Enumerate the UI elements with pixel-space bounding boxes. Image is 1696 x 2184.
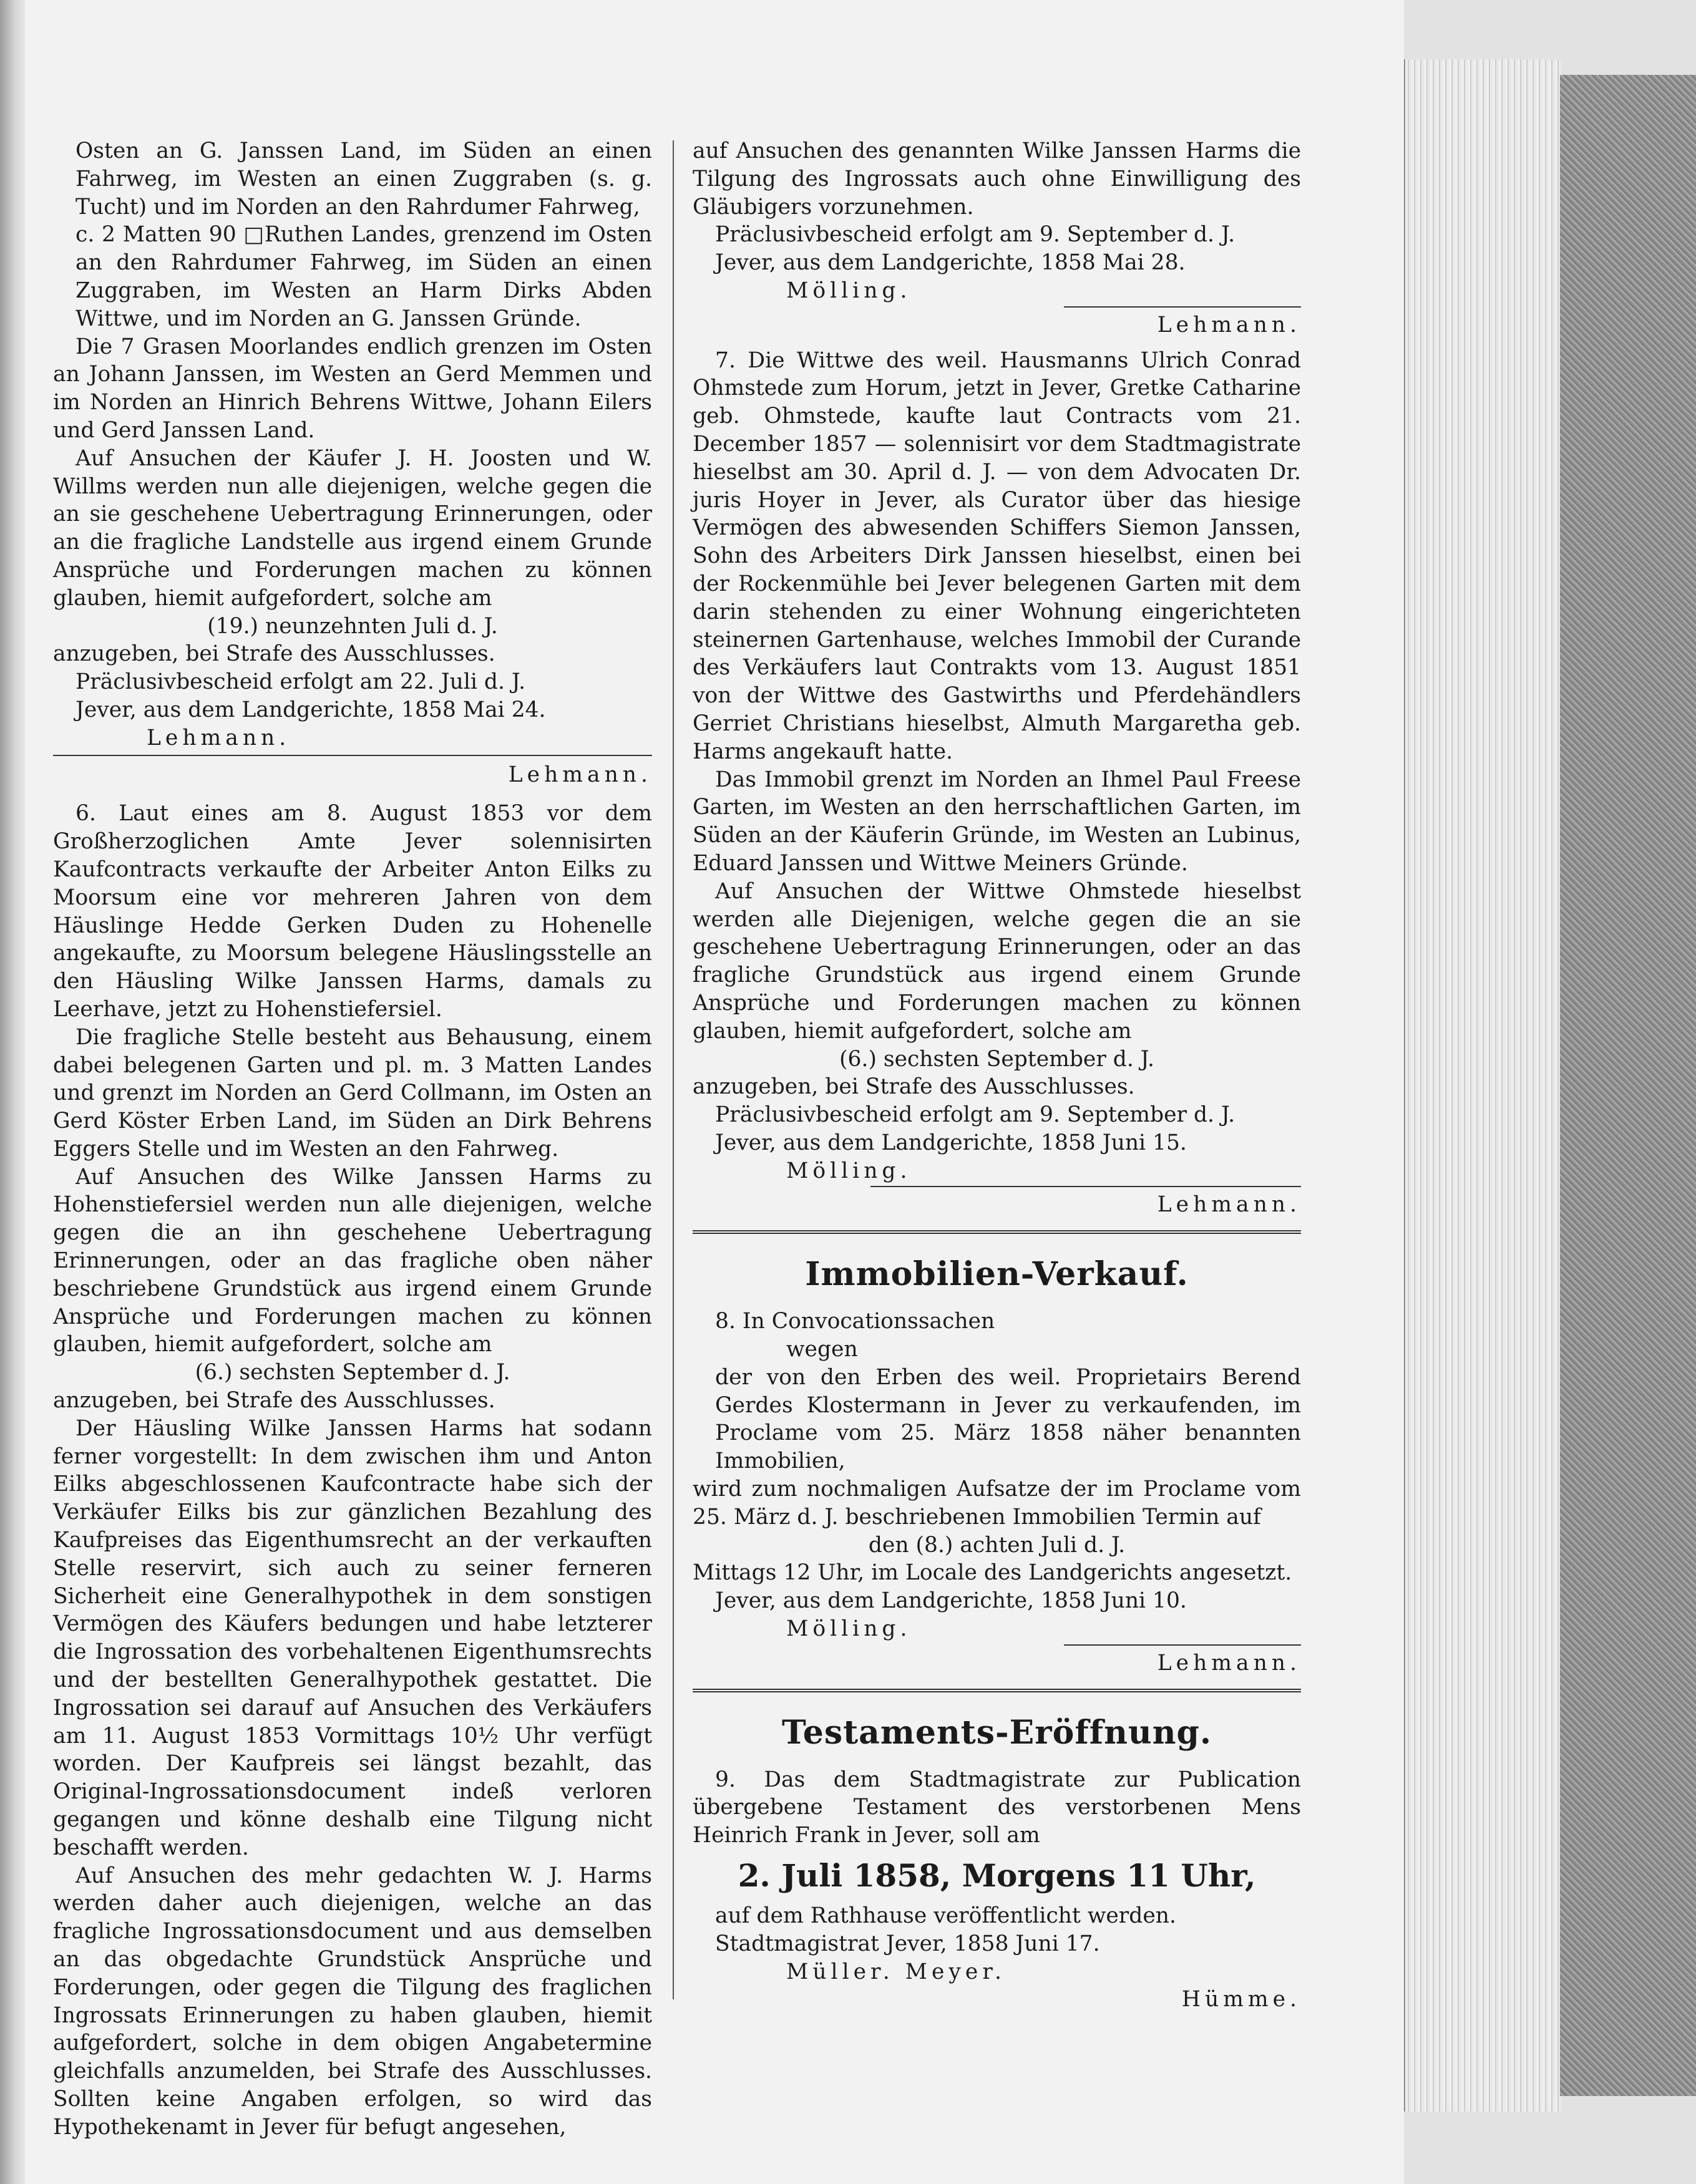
notice-paragraph: anzugeben, bei Strafe des Ausschlusses. <box>53 1388 495 1414</box>
notice-paragraph: Auf Ansuchen der Wittwe Ohmstede hieselbst werden alle Diejenigen, welche gegen die an sie geschehene Uebertragung Erinnerungen, oder an das fragliche Grundstück aus irgend einem Grunde Ansprüche und Forderungen machen zu können glauben, hiemit aufgefordert, solche am <box>693 878 1301 1044</box>
rule <box>1064 306 1301 308</box>
spacer <box>693 339 1301 347</box>
signature: Lehmann. <box>1157 1650 1301 1676</box>
deadline-line: den (8.) achten Juli d. J. <box>868 1532 1126 1558</box>
place-date-line: Jever, aus dem Landgerichte, 1858 Mai 28. <box>715 250 1186 276</box>
deadline-line: (19.) neunzehnten Juli d. J. <box>207 613 498 639</box>
signature: Müller. Meyer. <box>786 1959 1006 1984</box>
signature: Lehmann. <box>508 762 652 787</box>
notice-paragraph: wird zum nochmaligen Aufsatze der im Proclame vom 25. März d. J. beschriebenen Immobilien Termin auf <box>693 1477 1301 1530</box>
notice-paragraph: 7. Die Wittwe des weil. Hausmanns Ulrich Conrad Ohmstede zum Horum, jetzt in Jever, Gretke Catharine geb. Ohmstede, kaufte laut Contracts vom 21. December 1857 — solennisirt vor dem Stadtmagistrate hieselbst am 30. April d. J. — von dem Advocaten Dr. juris Hoyer in Jever, als Curator über das hiesige Vermögen des abwesenden Schiffers Siemon Janssen, Sohn des Arbeiters Dirk Janssen hieselbst, einen bei der Rockenmühle bei Jever belegenen Garten mit dem darin stehenden zu einer Wohnung eingerichteten steinernen Gartenhause, welches Immobil der Curande des Verkäufers laut Contrakts vom 13. August 1851 von der Wittwe des Gastwirths und Pferdehändlers Gerriet Christians hieselbst, Almuth Margaretha geb. Harms angekauft hatte. <box>693 347 1301 764</box>
signature: Lehmann. <box>147 725 291 750</box>
deadline-line: (6.) sechsten September d. J. <box>839 1046 1154 1072</box>
signature: Hümme. <box>1181 1987 1301 2012</box>
preclusion-line: Präclusivbescheid erfolgt am 9. September d. J. <box>715 222 1235 248</box>
notice-paragraph: 8. In Convocationssachen <box>715 1309 995 1334</box>
signature: Lehmann. <box>1157 1192 1301 1218</box>
notice-paragraph: Die fragliche Stelle besteht aus Behausung, einem dabei belegenen Garten und pl. m. 3 Matten Landes und grenzt im Norden an Gerd Collmann, im Osten an Gerd Köster Erben Land, im Süden an Dirk Behrens Eggers Stelle und im Westen an den Fahrweg. <box>53 1024 652 1162</box>
notice-paragraph: Auf Ansuchen der Käufer J. H. Joosten und W. Willms werden nun alle diejenigen, welche gegen die an sie geschehene Uebertragung Erinnerungen, oder an die fragliche Landstelle aus irgend einem Grunde Ansprüche und Forderungen machen zu können glauben, hiemit aufgefordert, solche am <box>53 445 652 611</box>
spacer <box>53 789 652 800</box>
signature: Mölling. <box>786 278 912 303</box>
signature: Lehmann. <box>1157 312 1301 337</box>
notice-paragraph: Die 7 Grasen Moorlandes endlich grenzen im Osten an Johann Janssen, im Westen an Gerd Memmen und im Norden an Hinrich Behrens Wittwe, Johann Eilers und Gerd Janssen Land. <box>53 334 652 443</box>
notice-paragraph: anzugeben, bei Strafe des Ausschlusses. <box>53 641 495 667</box>
rule <box>870 1186 1301 1187</box>
preclusion-line: Präclusivbescheid erfolgt am 22. Juli d. J. <box>76 669 526 695</box>
section-heading-immobilien: Immobilien-Verkauf. <box>805 1255 1189 1294</box>
signature: Mölling. <box>786 1616 912 1642</box>
notice-paragraph: wegen <box>786 1337 858 1362</box>
notice-paragraph: Mittags 12 Uhr, im Locale des Landgerichts angesetzt. <box>693 1560 1292 1586</box>
left-column <box>53 137 652 2142</box>
notice-paragraph: auf dem Rathhause veröffentlicht werden. <box>715 1903 1176 1929</box>
notice-paragraph: anzugeben, bei Strafe des Ausschlusses. <box>693 1074 1135 1100</box>
notice-paragraph: 9. Das dem Stadtmagistrate zur Publication übergebene Testament des verstorbenen Mens Heinrich Frank in Jever, soll am <box>693 1767 1301 1848</box>
right-column <box>693 137 1301 2014</box>
rule <box>53 755 652 756</box>
notice-paragraph: Auf Ansuchen des mehr gedachten W. J. Harms werden daher auch diejenigen, welche an das fragliche Ingrossationsdocument und aus demselben an das obgedachte Grundstück Ansprüche und Forderungen, oder gegen die Tilgung des fraglichen Ingrossats Erinnerungen zu haben glauben, hiemit aufgefordert, solche in dem obigen Angabetermine gleichfalls anzumelden, bei Strafe des Ausschlusses. Sollten keine Angaben erfolgen, so wird das Hypothekenamt in Jever für befugt angesehen, <box>53 1863 652 2140</box>
notice-paragraph: der von den Erben des weil. Proprietairs Berend Gerdes Klostermann in Jever zu verkaufenden, im Proclame vom 25. März 1858 näher benannten Immobilien, <box>715 1364 1301 1474</box>
notice-paragraph: Osten an G. Janssen Land, im Süden an einen Fahrweg, im Westen an einen Zuggraben (s. g. Tucht) und im Norden an den Rahrdumer Fahrweg, <box>76 138 652 220</box>
notice-paragraph: 6. Laut eines am 8. August 1853 vor dem Großherzoglichen Amte Jever solennisirten Kaufcontracts verkaufte der Arbeiter Anton Eilks zu Moorsum eine vor mehreren Jahren von dem Häuslinge Hedde Gerken Duden zu Hohenelle angekaufte, zu Moorsum belegene Häuslingsstelle an den Häusling Wilke Janssen Harms, damals zu Leerhave, jetzt zu Hohenstiefersiel. <box>53 801 652 1022</box>
signature: Mölling. <box>786 1158 912 1183</box>
notice-paragraph: auf Ansuchen des genannten Wilke Janssen Harms die Tilgung des Ingrossats auch ohne Einwilligung des Gläubigers vorzunehmen. <box>693 138 1301 220</box>
notice-paragraph: Der Häusling Wilke Janssen Harms hat sodann ferner vorgestellt: In dem zwischen ihm und Anton Eilks abgeschlossenen Kaufcontracte habe sich der Verkäufer Eilks bis zur gänzlichen Bezahlung des Kaufpreises das Eigenthumsrecht an der verkauften Stelle reservirt, sich auch zu seiner ferneren Sicherheit eine Generalhypothek in dem sonstigen Vermögen des Käufers bedungen und habe letzterer die Ingrossation des vorbehaltenen Eigenthumsrechts und der bestellten Generalhypothek gestattet. Die Ingrossation sei darauf auf Ansuchen des Verkäufers am 11. August 1853 Vormittags 10½ Uhr verfügt worden. Der Kaufpreis sei längst bezahlt, das Original-Ingrossationsdocument indeß verloren gegangen und könne deshalb eine Tilgung nicht beschafft werden. <box>53 1415 652 1860</box>
rule <box>1064 1644 1301 1646</box>
column-divider <box>673 140 674 1999</box>
notice-paragraph: c. 2 Matten 90 □Ruthen Landes, grenzend im Osten an den Rahrdumer Fahrweg, im Süden an einen Zuggraben, im Westen an Harm Dirks Abden Wittwe, und im Norden an G. Janssen Gründe. <box>76 222 652 331</box>
section-rule <box>693 1230 1301 1234</box>
preclusion-line: Präclusivbescheid erfolgt am 9. September d. J. <box>715 1102 1235 1128</box>
testament-date: 2. Juli 1858, Morgens 11 Uhr, <box>738 1857 1256 1895</box>
section-rule <box>693 1689 1301 1692</box>
place-date-line: Jever, aus dem Landgerichte, 1858 Juni 15. <box>715 1130 1187 1155</box>
place-date-line: Stadtmagistrat Jever, 1858 Juni 17. <box>715 1931 1100 1956</box>
book-page-edges <box>1404 59 1561 2112</box>
notice-paragraph: Auf Ansuchen des Wilke Janssen Harms zu Hohenstiefersiel werden nun alle diejenigen, welche gegen die an ihn geschehene Uebertragung Erinnerungen, oder an das fragliche oben näher beschriebene Grundstück aus irgend einem Grunde Ansprüche und Forderungen machen zu können glauben, hiemit aufgefordert, solche am <box>53 1164 652 1357</box>
place-date-line: Jever, aus dem Landgerichte, 1858 Mai 24. <box>76 697 546 722</box>
deadline-line: (6.) sechsten September d. J. <box>195 1360 510 1386</box>
left-page-edge <box>0 0 25 2184</box>
place-date-line: Jever, aus dem Landgerichte, 1858 Juni 10. <box>715 1588 1187 1614</box>
notice-paragraph: Das Immobil grenzt im Norden an Ihmel Paul Freese Garten, im Westen an den herrschaftlichen Garten, im Süden an der Käuferin Gründe, im Westen an Lubinus, Eduard Janssen und Wittwe Meiners Gründe. <box>693 767 1301 876</box>
section-heading-testament: Testaments-Eröffnung. <box>782 1713 1212 1752</box>
book-cover <box>1560 75 1696 2096</box>
